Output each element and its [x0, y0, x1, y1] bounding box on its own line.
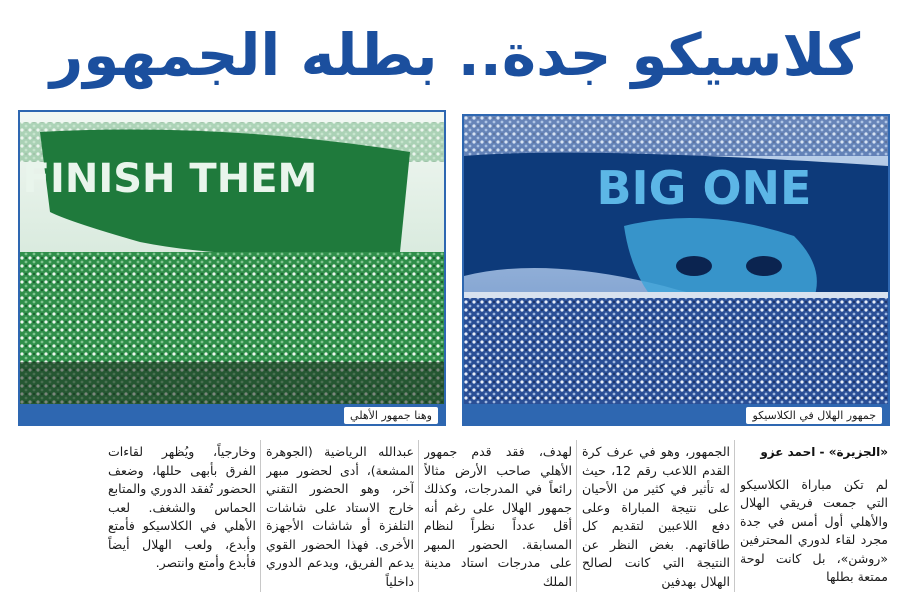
photo-caption-ahli: وهنا جمهور الأهلي — [344, 407, 438, 424]
ahli-banner-text: FINISH THEM — [22, 156, 318, 202]
photo-ahli-fans — [18, 110, 446, 406]
column-divider — [576, 440, 577, 592]
article-column-5 — [108, 443, 256, 593]
article-byline: «الجزيرة» - احمد عزو — [760, 445, 888, 459]
article-headline: كلاسيكو جدة.. بطله الجمهور — [49, 21, 861, 89]
article-column-1 — [740, 443, 888, 593]
article-column-2 — [582, 443, 730, 593]
column-text: الجمهور، وهو في عرف كرة القدم اللاعب رقم 12، حيث له تأثير في كثير من الأحيان على نتيجة المباراة وعلى دفع اللاعبين لتقديم كل طاقاتهم. بغض النظر عن النتيجة التي كانت لصالح الهلال بهدفين — [582, 444, 730, 589]
photo-hilal-fans — [462, 114, 890, 406]
caption-bar-right — [462, 404, 890, 426]
column-text: لم تكن مباراة الكلاسيكو التي جمعت فريقي الهلال والأهلي أول أمس في جدة مجرد لقاء لدوري المحترفين «روشن»، بل كانت لوحة ممتعة بطلها — [740, 476, 888, 584]
photo-caption-hilal: جمهور الهلال في الكلاسيكو — [746, 407, 882, 424]
column-divider — [734, 440, 735, 592]
ahli-fans-image — [20, 112, 444, 404]
caption-bar-left — [18, 404, 446, 426]
hilal-fans-image — [464, 116, 888, 404]
column-text: عبدالله الرياضية (الجوهرة المشعة)، أدى لحضور مبهر آخر، وهو الحضور التقني خارج الاستاد على شاشات التلفزة أو شاشات الأجهزة الأخرى. فهذا الحضور القوي يدعم الفريق، ويدعم الدوري داخلياً — [266, 444, 414, 589]
article-column-4 — [266, 443, 414, 593]
column-text: وخارجياً، ويُظهر لقاءات الفرق بأبهى حللها، وضعف الحضور تُفقد الدوري والمتابع الحماس والشغف. لعب الأهلي في الكلاسيكو فأمتع وأبدع، ولعب الهلال أيضاً فأبدع وأمتع وانتصر. — [108, 444, 256, 570]
column-divider — [260, 440, 261, 592]
article-column-3 — [424, 443, 572, 593]
hilal-banner-text: BIG ONE — [596, 161, 812, 215]
column-text: لهدف، فقد قدم جمهور الأهلي صاحب الأرض مثالاً رائعاً في المدرجات، وكذلك جمهور الهلال على رغم أنه أقل عدداً نظراً لنظام المسابقة. الحضور المبهر على مدرجات استاد مدينة الملك — [424, 444, 572, 589]
column-divider — [418, 440, 419, 592]
